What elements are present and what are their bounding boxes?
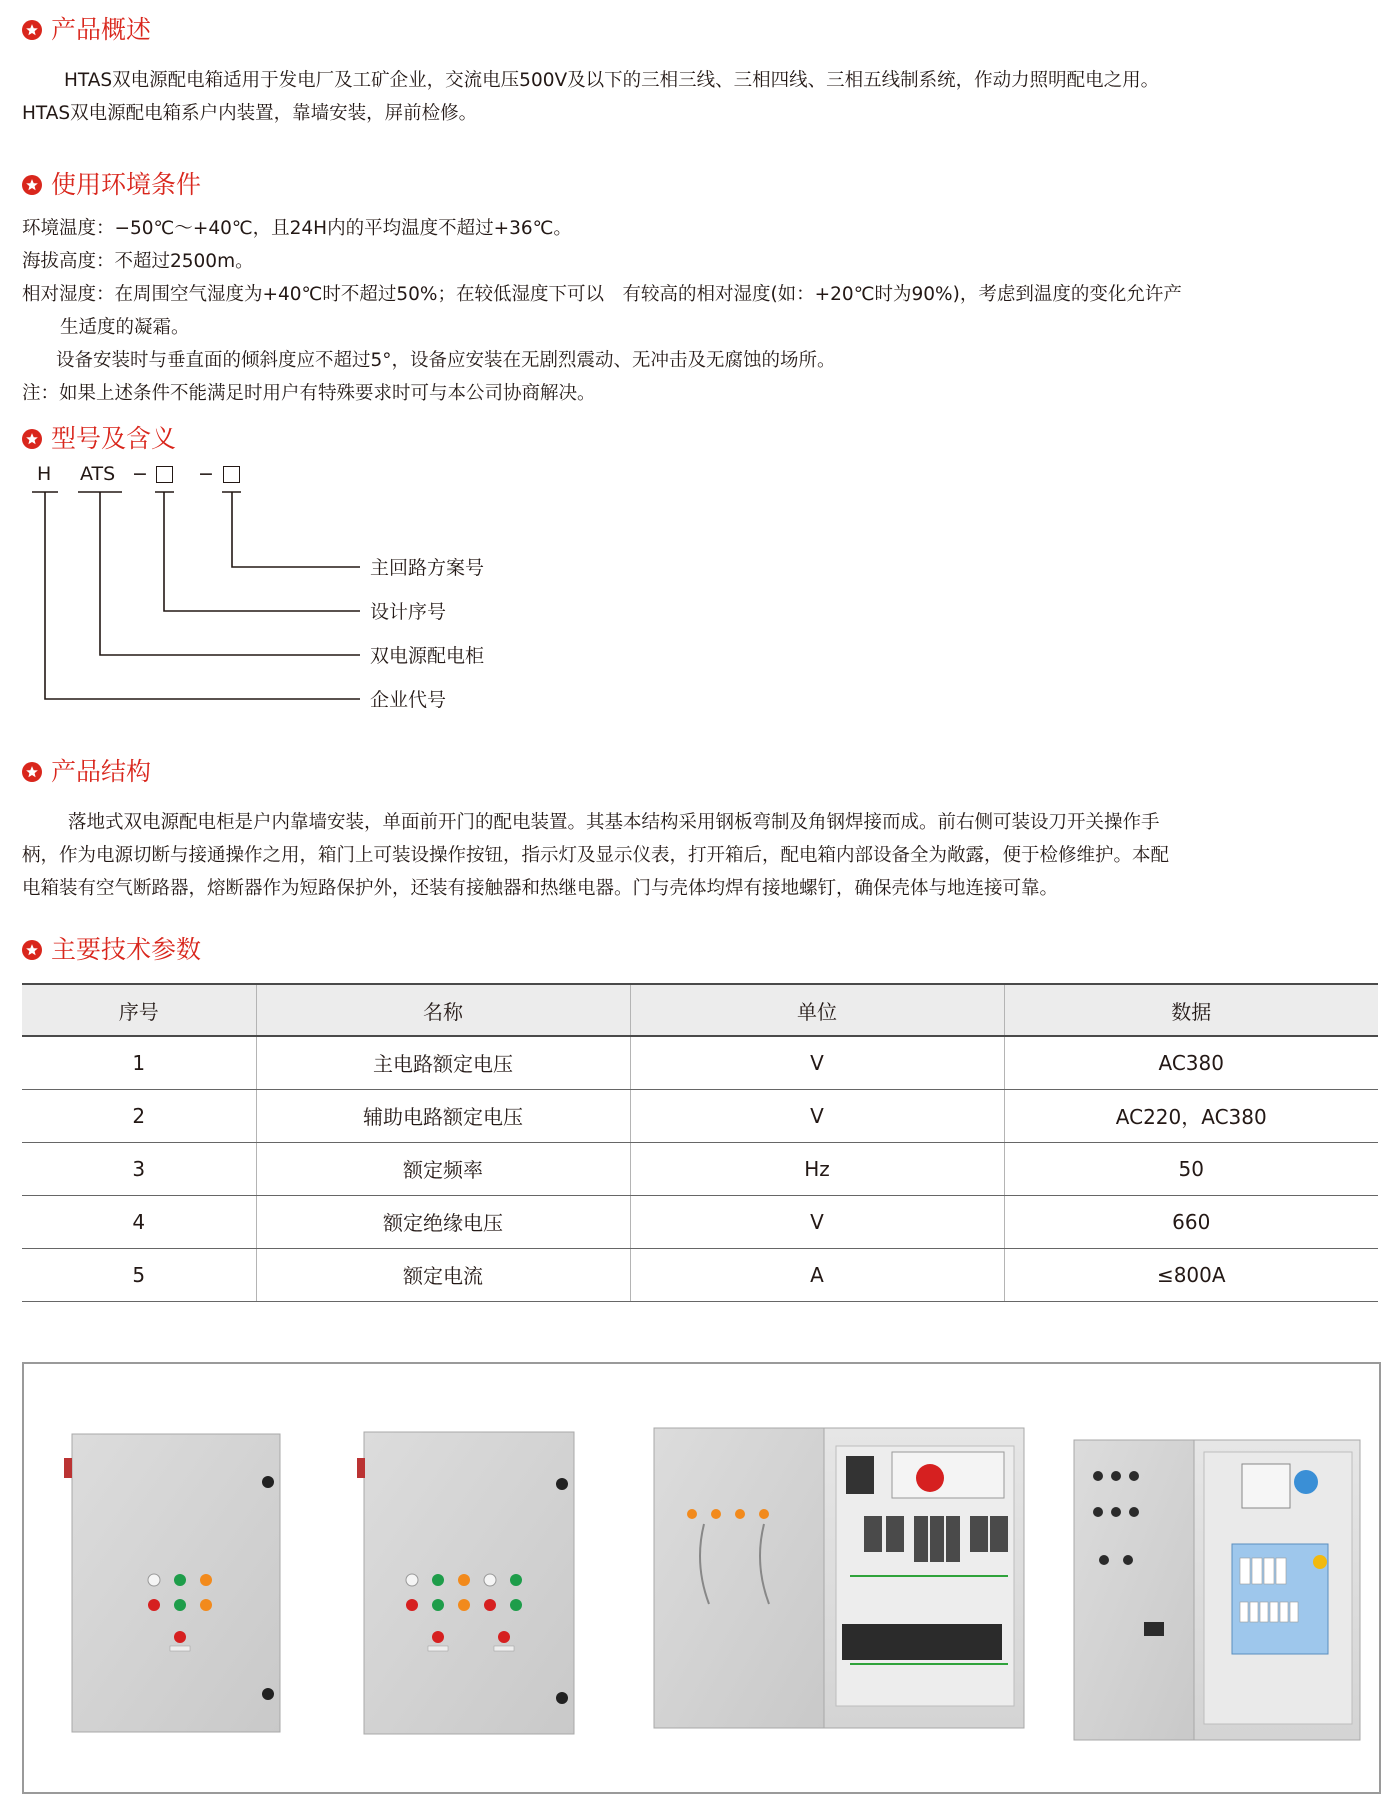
cell-unit: Hz <box>630 1142 1004 1195</box>
overview-line-2: HTAS双电源配电箱系户内装置，靠墙安装，屏前检修。 <box>22 103 478 124</box>
section-title: 产品结构 <box>51 757 152 786</box>
header-index: 序号 <box>22 984 256 1036</box>
cell-unit: V <box>630 1089 1004 1142</box>
cabinet-open-ats-icon <box>654 1428 1024 1728</box>
cell-unit: V <box>630 1195 1004 1248</box>
cell-name: 辅助电路额定电压 <box>256 1089 630 1142</box>
model-code-ats: ATS <box>80 463 116 485</box>
table-header-row <box>22 984 1378 1036</box>
env-line-4: 生适度的凝霜。 <box>60 317 190 338</box>
cell-index: 5 <box>22 1248 256 1301</box>
cell-value: AC380 <box>1004 1036 1378 1089</box>
section-title: 产品概述 <box>51 15 152 44</box>
table-row <box>22 1036 1378 1089</box>
tech-params-table <box>22 983 1378 1302</box>
table-row <box>22 1089 1378 1142</box>
table-row <box>22 1248 1378 1301</box>
model-code-h: H <box>37 463 52 485</box>
section-header-params <box>22 935 201 965</box>
header-name: 名称 <box>256 984 630 1036</box>
model-connector-lines <box>0 0 400 720</box>
cell-name: 额定电流 <box>256 1248 630 1301</box>
cell-name: 额定绝缘电压 <box>256 1195 630 1248</box>
cell-value: ≤800A <box>1004 1248 1378 1301</box>
cell-value: 50 <box>1004 1142 1378 1195</box>
cell-name: 额定频率 <box>256 1142 630 1195</box>
section-title: 型号及含义 <box>51 424 177 453</box>
cabinet-open-breakers-icon <box>1074 1440 1360 1740</box>
model-dash-1: − <box>132 463 148 485</box>
structure-line-1: 落地式双电源配电柜是户内靠墙安装，单面前开门的配电装置。其基本结构采用钢板弯制及角钢焊接而成。前右侧可装设刀开关操作手 <box>68 812 1160 833</box>
cell-name: 主电路额定电压 <box>256 1036 630 1089</box>
section-title: 使用环境条件 <box>51 170 202 199</box>
table-row <box>22 1142 1378 1195</box>
env-line-6: 注：如果上述条件不能满足时用户有特殊要求时可与本公司协商解决。 <box>22 383 596 404</box>
star-badge-icon <box>22 940 42 960</box>
structure-line-2: 柄，作为电源切断与接通操作之用，箱门上可装设操作按钮，指示灯及显示仪表，打开箱后，配电箱内部设备全为敞露，便于检修维护。本配 <box>22 845 1170 866</box>
env-line-1: 环境温度：−50℃～+40℃，且24H内的平均温度不超过+36℃。 <box>22 218 572 239</box>
cell-index: 2 <box>22 1089 256 1142</box>
overview-line-1: HTAS双电源配电箱适用于发电厂及工矿企业，交流电压500V及以下的三相三线、三相四线、三相五线制系统，作动力照明配电之用。 <box>64 70 1160 91</box>
cell-value: AC220，AC380 <box>1004 1089 1378 1142</box>
cell-index: 1 <box>22 1036 256 1089</box>
section-title: 主要技术参数 <box>51 935 202 964</box>
section-header-structure <box>22 757 151 787</box>
cabinet-closed-front-icon <box>64 1434 280 1732</box>
header-value: 数据 <box>1004 984 1378 1036</box>
product-photos <box>24 1364 1379 1792</box>
cell-unit: A <box>630 1248 1004 1301</box>
cell-index: 3 <box>22 1142 256 1195</box>
structure-line-3: 电箱装有空气断路器，熔断器作为短路保护外，还装有接触器和热继电器。门与壳体均焊有接地螺钉，确保壳体与地连接可靠。 <box>22 878 1059 899</box>
env-line-3: 相对湿度：在周围空气湿度为+40℃时不超过50%；在较低湿度下可以 有较高的相对湿度(如：+20℃时为90%)，考虑到温度的变化允许产 <box>22 284 1182 305</box>
model-label-main-circuit: 主回路方案号 <box>370 557 485 579</box>
cell-value: 660 <box>1004 1195 1378 1248</box>
product-photo-frame <box>22 1362 1381 1794</box>
table-row <box>22 1195 1378 1248</box>
cell-index: 4 <box>22 1195 256 1248</box>
model-label-dual-power: 双电源配电柜 <box>370 645 485 667</box>
model-dash-2: − <box>198 463 214 485</box>
cell-unit: V <box>630 1036 1004 1089</box>
star-badge-icon <box>22 762 42 782</box>
model-label-design-no: 设计序号 <box>370 601 447 623</box>
model-label-company-code: 企业代号 <box>370 689 447 711</box>
header-unit: 单位 <box>630 984 1004 1036</box>
env-line-2: 海拔高度：不超过2500m。 <box>22 251 254 272</box>
cabinet-closed-front-wide-icon <box>357 1432 574 1734</box>
env-line-5: 设备安装时与垂直面的倾斜度应不超过5°，设备应安装在无剧烈震动、无冲击及无腐蚀的场所。 <box>56 350 836 371</box>
